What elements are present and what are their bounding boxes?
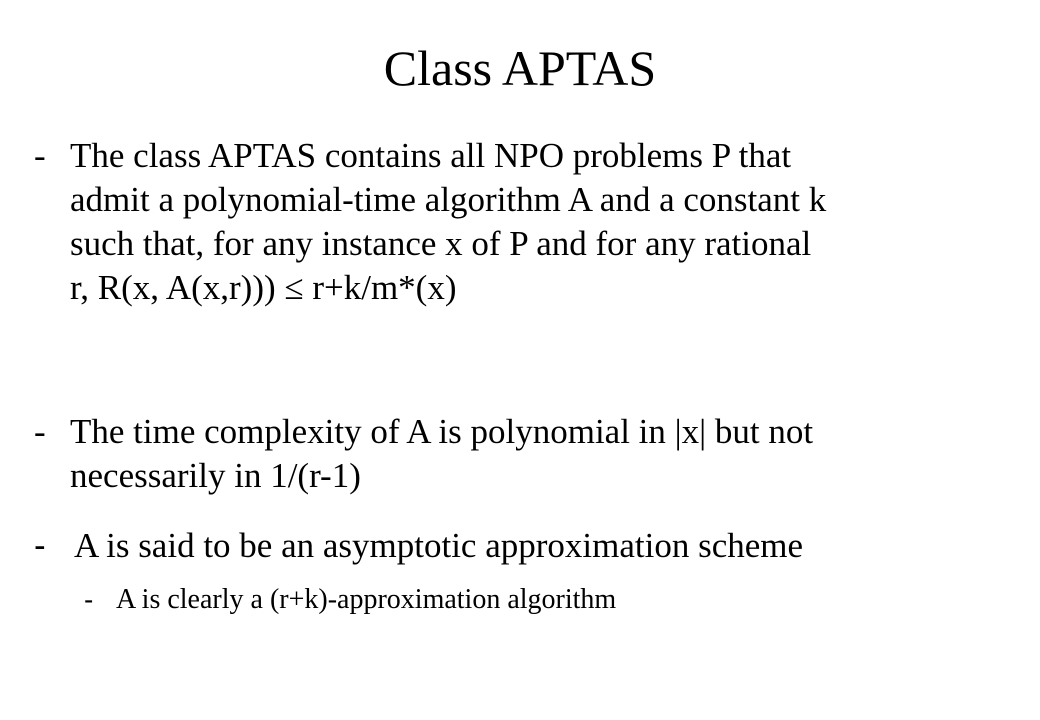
bullet-line-2: admit a polynomial-time algorithm A and a constant k [70, 180, 827, 219]
bullet-line-4: r, R(x, A(x,r))) ≤ r+k/m*(x) [70, 268, 457, 307]
bullet-text [116, 582, 984, 618]
bullet-line-1: A is said to be an asymptotic approximation scheme [74, 526, 804, 565]
bullet-line-2: necessarily in 1/(r-1) [70, 456, 361, 495]
bullet-dash: - [34, 526, 46, 565]
bullet-dash: - [34, 412, 46, 451]
bullet-line-3: such that, for any instance x of P and for any rational [70, 224, 812, 263]
bullet-line-1: The class APTAS contains all NPO problems P that [70, 136, 792, 175]
bullet-text [74, 524, 994, 568]
bullet-text [70, 410, 994, 498]
bullet-dash: - [34, 136, 46, 175]
bullet-line-1: A is clearly a (r+k)-approximation algorithm [116, 584, 617, 615]
bullet-line-1: The time complexity of A is polynomial in |x| but not [70, 412, 814, 451]
slide-title: Class APTAS [383, 40, 657, 96]
bullet-dash: - [84, 584, 94, 615]
bullet-text [70, 134, 994, 310]
